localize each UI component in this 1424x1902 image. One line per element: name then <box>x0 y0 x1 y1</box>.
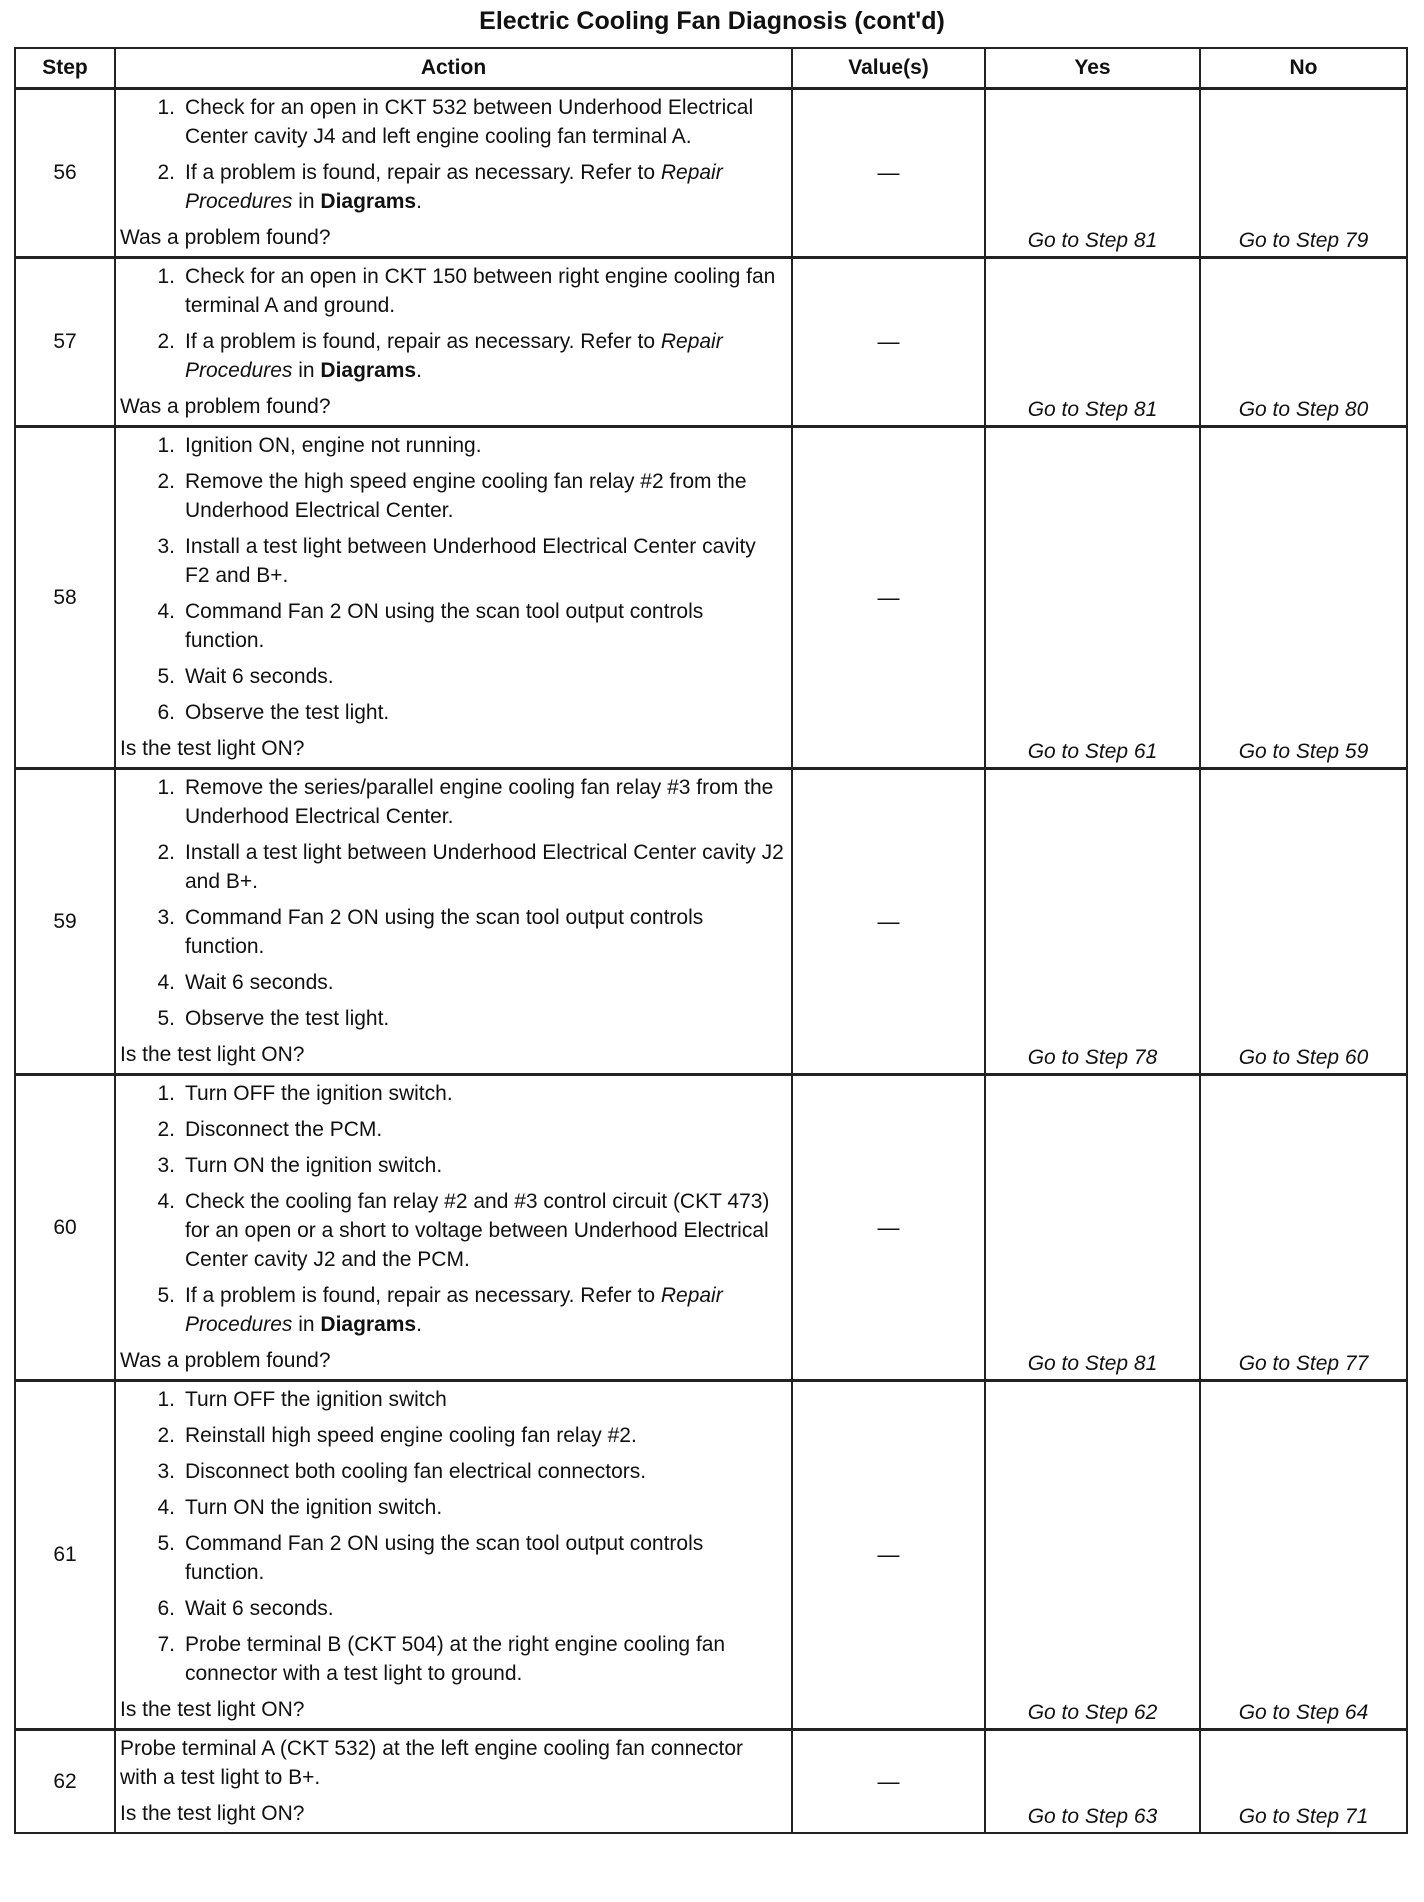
action-cell <box>115 1075 792 1381</box>
table-row <box>15 427 1407 769</box>
no-cell: Go to Step 71 <box>1200 1730 1407 1834</box>
step-number: 56 <box>15 89 115 258</box>
step-index: 2. <box>157 1424 175 1447</box>
diagnosis-table <box>14 47 1408 1834</box>
action-cell <box>115 89 792 258</box>
step-text: Observe the test light. <box>185 1007 390 1030</box>
header-yes: Yes <box>985 48 1200 89</box>
action-step <box>151 773 785 831</box>
action-cell <box>115 1730 792 1834</box>
action-step <box>151 1281 785 1339</box>
step-text: Disconnect both cooling fan electrical connectors. <box>185 1460 647 1483</box>
action-step <box>151 93 785 151</box>
value-cell: — <box>792 1075 985 1381</box>
yes-cell: Go to Step 61 <box>985 427 1200 769</box>
step-text: Command Fan 2 ON using the scan tool output controls function. <box>185 600 704 652</box>
table-row <box>15 1381 1407 1730</box>
step-index: 3. <box>157 535 175 558</box>
refer-connector: in <box>292 359 321 382</box>
action-step <box>151 431 785 460</box>
step-index: 5. <box>157 1532 175 1555</box>
step-index: 3. <box>157 906 175 929</box>
step-text: Check the cooling fan relay #2 and #3 control circuit (CKT 473) for an open or a short to voltage between Underhood Electrical Center cavity J2 and the PCM. <box>185 1190 770 1271</box>
action-steps <box>120 262 785 385</box>
step-text: Remove the high speed engine cooling fan relay #2 from the Underhood Electrical Center. <box>185 470 747 522</box>
step-number: 62 <box>15 1730 115 1834</box>
step-text: Command Fan 2 ON using the scan tool output controls function. <box>185 906 704 958</box>
step-index: 6. <box>157 701 175 724</box>
page-title: Electric Cooling Fan Diagnosis (cont'd) <box>479 7 945 35</box>
value-cell: — <box>792 1381 985 1730</box>
action-cell <box>115 258 792 427</box>
table-row <box>15 769 1407 1075</box>
action-step <box>151 1594 785 1623</box>
action-cell <box>115 1381 792 1730</box>
step-text: Disconnect the PCM. <box>185 1118 383 1141</box>
refer-text: If a problem is found, repair as necessary. Refer to <box>185 161 661 184</box>
action-step <box>151 1457 785 1486</box>
step-index: 5. <box>157 1284 175 1307</box>
action-step <box>151 1151 785 1180</box>
action-question: Is the test light ON? <box>120 1698 305 1721</box>
no-cell: Go to Step 60 <box>1200 769 1407 1075</box>
step-text: Wait 6 seconds. <box>185 1597 334 1620</box>
step-text: Reinstall high speed engine cooling fan relay #2. <box>185 1424 637 1447</box>
refer-end: . <box>416 190 422 213</box>
step-index: 1. <box>157 434 175 457</box>
action-question: Is the test light ON? <box>120 1802 305 1825</box>
yes-cell: Go to Step 63 <box>985 1730 1200 1834</box>
step-index: 4. <box>157 1190 175 1213</box>
step-text: Wait 6 seconds. <box>185 971 334 994</box>
step-index: 1. <box>157 776 175 799</box>
step-text: Turn ON the ignition switch. <box>185 1154 443 1177</box>
action-step <box>151 698 785 727</box>
step-index: 3. <box>157 1460 175 1483</box>
action-question: Was a problem found? <box>120 395 331 418</box>
step-text: Probe terminal B (CKT 504) at the right engine cooling fan connector with a test light to ground. <box>185 1633 726 1685</box>
step-text: Turn OFF the ignition switch. <box>185 1082 453 1105</box>
value-cell: — <box>792 258 985 427</box>
action-step <box>151 1004 785 1033</box>
action-steps <box>120 431 785 727</box>
action-step <box>151 1421 785 1450</box>
refer-end: . <box>416 359 422 382</box>
table-row <box>15 258 1407 427</box>
procedure-reference: Repair Procedures <box>185 1284 723 1336</box>
step-index: 2. <box>157 161 175 184</box>
action-cell <box>115 427 792 769</box>
step-index: 6. <box>157 1597 175 1620</box>
table-row <box>15 89 1407 258</box>
step-index: 2. <box>157 470 175 493</box>
action-step <box>151 1630 785 1688</box>
action-steps <box>120 1385 785 1688</box>
action-step <box>151 262 785 320</box>
procedure-reference: Repair Procedures <box>185 330 723 382</box>
step-text: Install a test light between Underhood Electrical Center cavity J2 and B+. <box>185 841 784 893</box>
section-reference: Diagrams <box>320 1313 417 1336</box>
step-number: 61 <box>15 1381 115 1730</box>
yes-cell: Go to Step 81 <box>985 89 1200 258</box>
action-step <box>151 467 785 525</box>
procedure-reference: Repair Procedures <box>185 161 723 213</box>
yes-cell: Go to Step 81 <box>985 258 1200 427</box>
step-index: 1. <box>157 96 175 119</box>
action-steps <box>120 773 785 1033</box>
header-no: No <box>1200 48 1407 89</box>
step-index: 4. <box>157 1496 175 1519</box>
step-text: Check for an open in CKT 150 between right engine cooling fan terminal A and ground. <box>185 265 776 317</box>
step-index: 2. <box>157 330 175 353</box>
refer-text: If a problem is found, repair as necessary. Refer to <box>185 330 661 353</box>
step-text: Remove the series/parallel engine cooling fan relay #3 from the Underhood Electrical Center. <box>185 776 774 828</box>
no-cell: Go to Step 64 <box>1200 1381 1407 1730</box>
header-value: Value(s) <box>792 48 985 89</box>
step-text: Install a test light between Underhood Electrical Center cavity F2 and B+. <box>185 535 756 587</box>
refer-end: . <box>416 1313 422 1336</box>
step-text: Turn OFF the ignition switch <box>185 1388 447 1411</box>
refer-text: If a problem is found, repair as necessary. Refer to <box>185 1284 661 1307</box>
step-index: 1. <box>157 1388 175 1411</box>
no-cell: Go to Step 79 <box>1200 89 1407 258</box>
action-step <box>151 1187 785 1274</box>
action-step <box>151 1079 785 1108</box>
step-index: 1. <box>157 265 175 288</box>
step-index: 5. <box>157 665 175 688</box>
value-cell: — <box>792 89 985 258</box>
action-step <box>151 662 785 691</box>
action-text: Probe terminal A (CKT 532) at the left engine cooling fan connector with a test light to B+. <box>120 1737 743 1789</box>
value-cell: — <box>792 769 985 1075</box>
step-text: Ignition ON, engine not running. <box>185 434 482 457</box>
step-text: Check for an open in CKT 532 between Underhood Electrical Center cavity J4 and left engine cooling fan terminal A. <box>185 96 754 148</box>
step-index: 3. <box>157 1154 175 1177</box>
section-reference: Diagrams <box>320 190 417 213</box>
action-step <box>151 597 785 655</box>
step-index: 2. <box>157 841 175 864</box>
table-body <box>15 89 1407 1834</box>
no-cell: Go to Step 80 <box>1200 258 1407 427</box>
step-number: 59 <box>15 769 115 1075</box>
refer-connector: in <box>292 190 321 213</box>
header-action: Action <box>115 48 792 89</box>
action-question: Is the test light ON? <box>120 1043 305 1066</box>
header-row <box>15 48 1407 89</box>
step-index: 2. <box>157 1118 175 1141</box>
step-text: Observe the test light. <box>185 701 390 724</box>
action-step <box>151 968 785 997</box>
table-row <box>15 1075 1407 1381</box>
step-number: 58 <box>15 427 115 769</box>
value-cell: — <box>792 427 985 769</box>
action-step <box>151 1493 785 1522</box>
step-text: Turn ON the ignition switch. <box>185 1496 443 1519</box>
action-step <box>151 158 785 216</box>
action-step <box>151 532 785 590</box>
action-question: Is the test light ON? <box>120 737 305 760</box>
step-index: 4. <box>157 600 175 623</box>
action-step <box>151 1115 785 1144</box>
section-reference: Diagrams <box>320 359 417 382</box>
yes-cell: Go to Step 78 <box>985 769 1200 1075</box>
step-index: 4. <box>157 971 175 994</box>
table-row <box>15 1730 1407 1834</box>
action-cell <box>115 769 792 1075</box>
step-index: 7. <box>157 1633 175 1656</box>
action-step <box>151 327 785 385</box>
step-number: 57 <box>15 258 115 427</box>
yes-cell: Go to Step 81 <box>985 1075 1200 1381</box>
yes-cell: Go to Step 62 <box>985 1381 1200 1730</box>
step-number: 60 <box>15 1075 115 1381</box>
no-cell: Go to Step 59 <box>1200 427 1407 769</box>
action-steps <box>120 93 785 216</box>
refer-connector: in <box>292 1313 321 1336</box>
header-step: Step <box>15 48 115 89</box>
action-step <box>151 903 785 961</box>
action-question: Was a problem found? <box>120 1349 331 1372</box>
step-index: 5. <box>157 1007 175 1030</box>
action-question: Was a problem found? <box>120 226 331 249</box>
value-cell: — <box>792 1730 985 1834</box>
action-steps <box>120 1079 785 1339</box>
action-step <box>151 1385 785 1414</box>
action-step <box>151 838 785 896</box>
step-index: 1. <box>157 1082 175 1105</box>
step-text: Command Fan 2 ON using the scan tool output controls function. <box>185 1532 704 1584</box>
step-text: Wait 6 seconds. <box>185 665 334 688</box>
no-cell: Go to Step 77 <box>1200 1075 1407 1381</box>
action-step <box>151 1529 785 1587</box>
